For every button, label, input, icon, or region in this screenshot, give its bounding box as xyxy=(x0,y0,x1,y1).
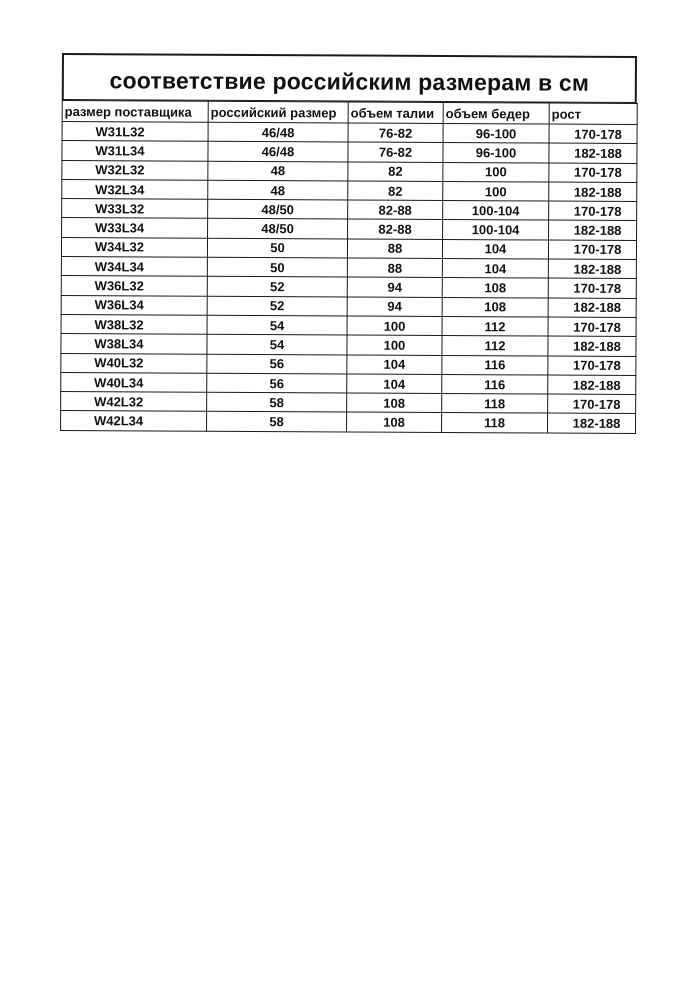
hips-cell: 100 xyxy=(443,181,549,201)
supplier-size-cell: W42L34 xyxy=(61,411,207,431)
hips-cell: 118 xyxy=(442,394,548,414)
header-russian-size: российский размер xyxy=(208,101,348,123)
hips-cell: 108 xyxy=(442,297,548,317)
hips-cell: 112 xyxy=(442,336,548,356)
height-cell: 182-188 xyxy=(548,336,636,356)
waist-cell: 104 xyxy=(347,355,442,375)
table-row xyxy=(61,411,636,433)
russian-size-cell: 46/48 xyxy=(208,122,348,142)
height-cell: 170-178 xyxy=(549,124,637,144)
waist-cell: 108 xyxy=(347,393,442,413)
russian-size-cell: 46/48 xyxy=(208,142,348,162)
russian-size-cell: 54 xyxy=(207,315,347,335)
supplier-size-cell: W31L34 xyxy=(62,141,208,161)
waist-cell: 82 xyxy=(348,181,443,201)
height-cell: 182-188 xyxy=(548,259,636,279)
waist-cell: 88 xyxy=(347,239,442,259)
russian-size-cell: 52 xyxy=(207,277,347,297)
height-cell: 170-178 xyxy=(549,201,637,221)
hips-cell: 100 xyxy=(443,162,549,182)
supplier-size-cell: W33L34 xyxy=(62,218,208,238)
supplier-size-cell: W40L34 xyxy=(61,372,207,392)
russian-size-cell: 52 xyxy=(207,296,347,316)
supplier-size-cell: W42L32 xyxy=(61,392,207,412)
hips-cell: 100-104 xyxy=(443,220,549,240)
supplier-size-cell: W31L32 xyxy=(62,122,208,142)
hips-cell: 116 xyxy=(442,374,548,394)
hips-cell: 116 xyxy=(442,355,548,375)
hips-cell: 104 xyxy=(442,259,548,279)
russian-size-cell: 58 xyxy=(207,412,347,432)
supplier-size-cell: W36L34 xyxy=(61,295,207,315)
height-cell: 170-178 xyxy=(548,278,636,298)
hips-cell: 96-100 xyxy=(443,123,549,143)
russian-size-cell: 48 xyxy=(208,180,348,200)
table-body xyxy=(61,122,638,434)
russian-size-cell: 48/50 xyxy=(208,219,348,239)
waist-cell: 94 xyxy=(347,277,442,297)
height-cell: 182-188 xyxy=(549,221,637,241)
height-cell: 170-178 xyxy=(548,356,636,376)
waist-cell: 82-88 xyxy=(348,200,443,220)
header-supplier-size: размер поставщика xyxy=(62,101,208,123)
waist-cell: 82 xyxy=(348,162,443,182)
supplier-size-cell: W33L32 xyxy=(62,199,208,219)
waist-cell: 82-88 xyxy=(348,219,443,239)
supplier-size-cell: W38L34 xyxy=(61,334,207,354)
header-hips: объем бедер xyxy=(443,102,549,124)
height-cell: 182-188 xyxy=(548,298,636,318)
hips-cell: 96-100 xyxy=(443,143,549,163)
supplier-size-cell: W34L34 xyxy=(61,257,207,277)
russian-size-cell: 58 xyxy=(207,392,347,412)
supplier-size-cell: W36L32 xyxy=(61,276,207,296)
height-cell: 182-188 xyxy=(549,182,637,202)
supplier-size-cell: W32L32 xyxy=(62,160,208,180)
russian-size-cell: 48/50 xyxy=(208,199,348,219)
height-cell: 182-188 xyxy=(548,375,636,395)
size-table xyxy=(60,100,638,434)
waist-cell: 94 xyxy=(347,297,442,317)
waist-cell: 76-82 xyxy=(348,123,443,143)
hips-cell: 112 xyxy=(442,316,548,336)
height-cell: 170-178 xyxy=(548,394,636,414)
russian-size-cell: 54 xyxy=(207,335,347,355)
russian-size-cell: 50 xyxy=(207,257,347,277)
hips-cell: 108 xyxy=(442,278,548,298)
hips-cell: 104 xyxy=(442,239,548,259)
height-cell: 170-178 xyxy=(548,240,636,260)
waist-cell: 104 xyxy=(347,374,442,394)
waist-cell: 76-82 xyxy=(348,142,443,162)
supplier-size-cell: W38L32 xyxy=(61,314,207,334)
russian-size-cell: 56 xyxy=(207,373,347,393)
russian-size-cell: 50 xyxy=(207,238,347,258)
supplier-size-cell: W32L34 xyxy=(62,179,208,199)
hips-cell: 100-104 xyxy=(443,201,549,221)
header-height: рост xyxy=(549,103,637,124)
height-cell: 170-178 xyxy=(549,163,637,183)
waist-cell: 88 xyxy=(347,258,442,278)
chart-title: соответствие российским размерам в см xyxy=(62,53,637,103)
height-cell: 170-178 xyxy=(548,317,636,337)
supplier-size-cell: W40L32 xyxy=(61,353,207,373)
supplier-size-cell: W34L32 xyxy=(61,237,207,257)
header-waist: объем талии xyxy=(348,102,443,123)
russian-size-cell: 56 xyxy=(207,354,347,374)
hips-cell: 118 xyxy=(442,413,548,433)
size-chart xyxy=(60,53,637,434)
height-cell: 182-188 xyxy=(548,414,636,434)
waist-cell: 100 xyxy=(347,335,442,355)
russian-size-cell: 48 xyxy=(208,161,348,181)
height-cell: 182-188 xyxy=(549,143,637,163)
waist-cell: 100 xyxy=(347,316,442,336)
waist-cell: 108 xyxy=(347,412,442,432)
